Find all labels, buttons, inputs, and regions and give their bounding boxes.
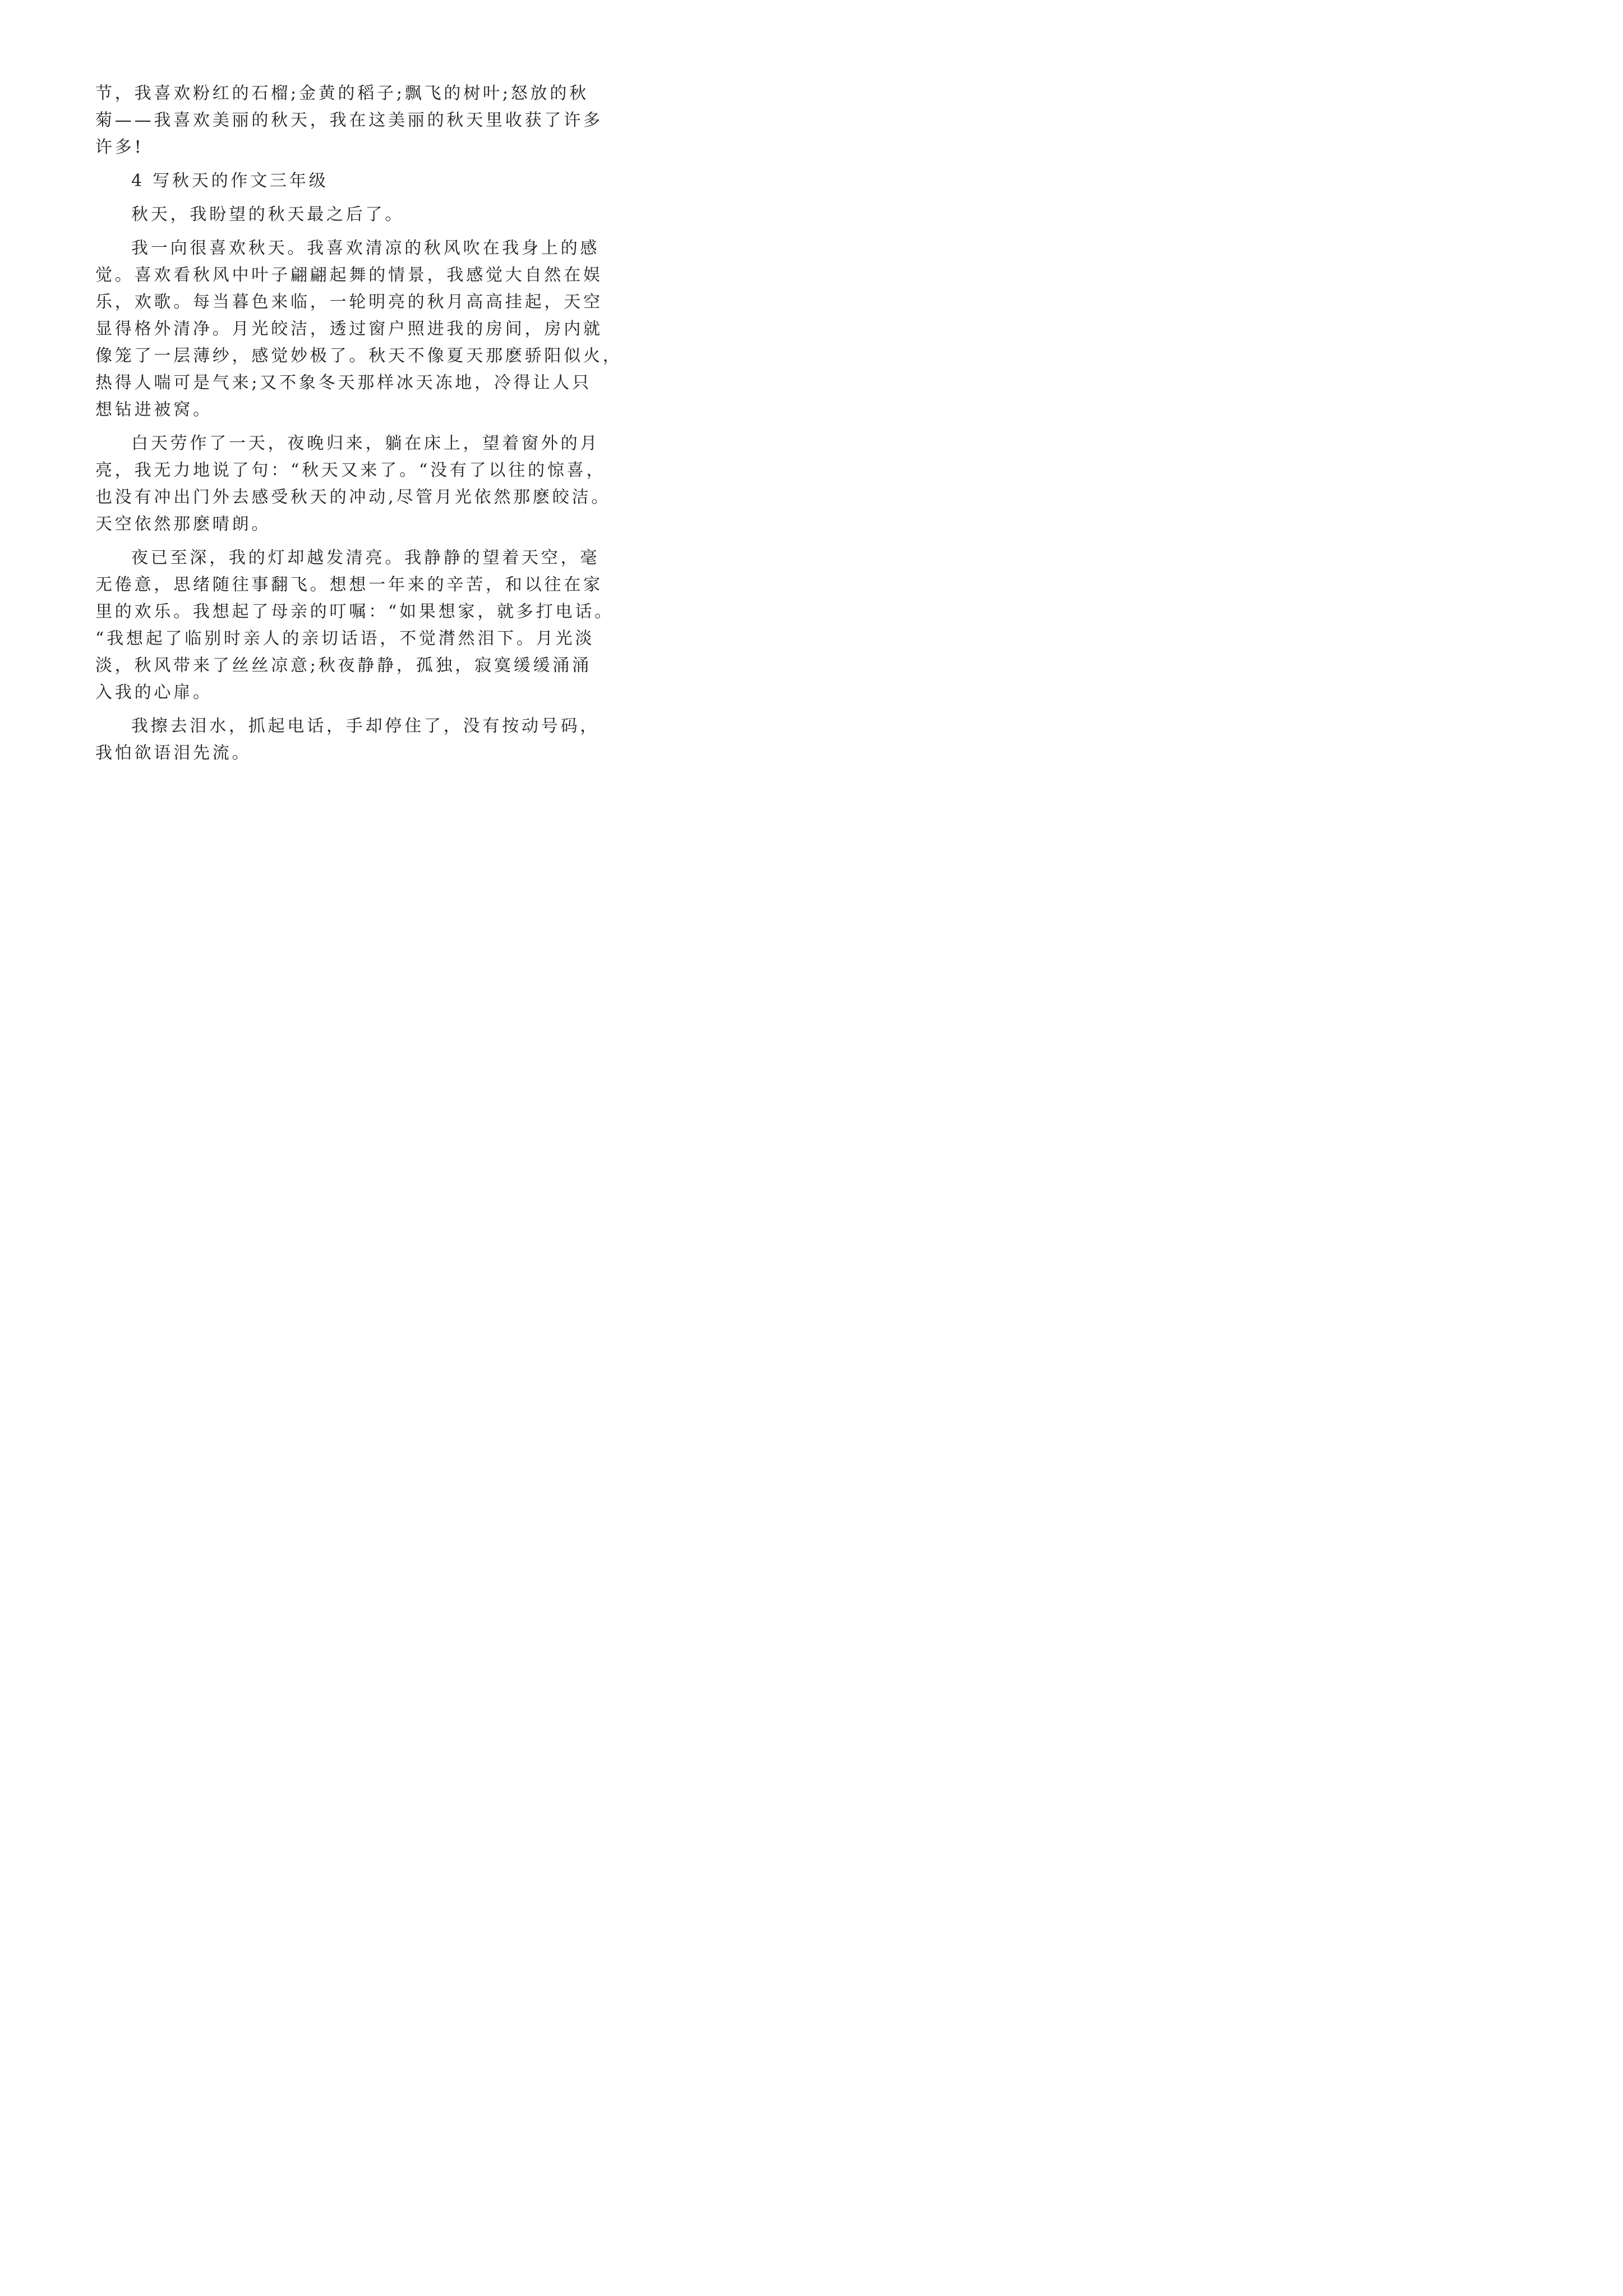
paragraph-2-line: 乐，欢歌。每当暮色来临，一轮明亮的秋月高高挂起，天空: [95, 292, 603, 312]
essay-body: [95, 80, 623, 767]
paragraph-3-line: 亮，我无力地说了句：“秋天又来了。“没有了以往的惊喜，: [95, 461, 606, 480]
paragraph-2-line: 我一向很喜欢秋天。我喜欢清凉的秋风吹在我身上的感: [131, 238, 600, 258]
paragraph-3-line: 白天劳作了一天，夜晚归来，躺在床上，望着窗外的月: [131, 434, 600, 453]
text-line: 菊——我喜欢美丽的秋天，我在这美丽的秋天里收获了许多: [95, 111, 603, 130]
paragraph-2-line: 显得格外清净。月光皎洁，透过窗户照进我的房间，房内就: [95, 319, 603, 339]
paragraph-5-line: 我怕欲语泪先流。: [95, 743, 252, 763]
paragraph-4-line: “我想起了临别时亲人的亲切话语，不觉潸然泪下。月光淡: [95, 629, 595, 648]
paragraph-3-line: 天空依然那麽晴朗。: [95, 514, 271, 534]
paragraph-4-line: 入我的心扉。: [95, 683, 213, 702]
paragraph-4-line: 淡，秋风带来了丝丝凉意;秋夜静静，孤独，寂寞缓缓涌涌: [95, 656, 592, 675]
paragraph-2-line: 热得人喘可是气来;又不象冬天那样冰天冻地，冷得让人只: [95, 373, 592, 393]
paragraph-3-line: 也没有冲出门外去感受秋天的冲动,尽管月光依然那麽皎洁。: [95, 487, 611, 507]
paragraph-5-line: 我擦去泪水，抓起电话，手却停住了，没有按动号码，: [131, 716, 600, 736]
paragraph-4-line: 无倦意，思绪随往事翻飞。想想一年来的辛苦，和以往在家: [95, 575, 603, 595]
essay-heading: 4 写秋天的作文三年级: [131, 171, 329, 191]
text-line: 许多!: [95, 137, 144, 157]
text-line: 节，我喜欢粉红的石榴;金黄的稻子;飘飞的树叶;怒放的秋: [95, 84, 589, 103]
paragraph-2-line: 像笼了一层薄纱，感觉妙极了。秋天不像夏天那麽骄阳似火，: [95, 346, 623, 366]
document-page: [0, 0, 630, 891]
paragraph-4-line: 夜已至深，我的灯却越发清亮。我静静的望着天空，毫: [131, 548, 600, 568]
paragraph-2-line: 觉。喜欢看秋风中叶子翩翩起舞的情景，我感觉大自然在娱: [95, 265, 603, 285]
paragraph-2-line: 想钻进被窝。: [95, 400, 213, 420]
paragraph-1-line: 秋天，我盼望的秋天最之后了。: [131, 205, 405, 224]
paragraph-4-line: 里的欢乐。我想起了母亲的叮嘱：“如果想家，就多打电话。: [95, 602, 614, 622]
